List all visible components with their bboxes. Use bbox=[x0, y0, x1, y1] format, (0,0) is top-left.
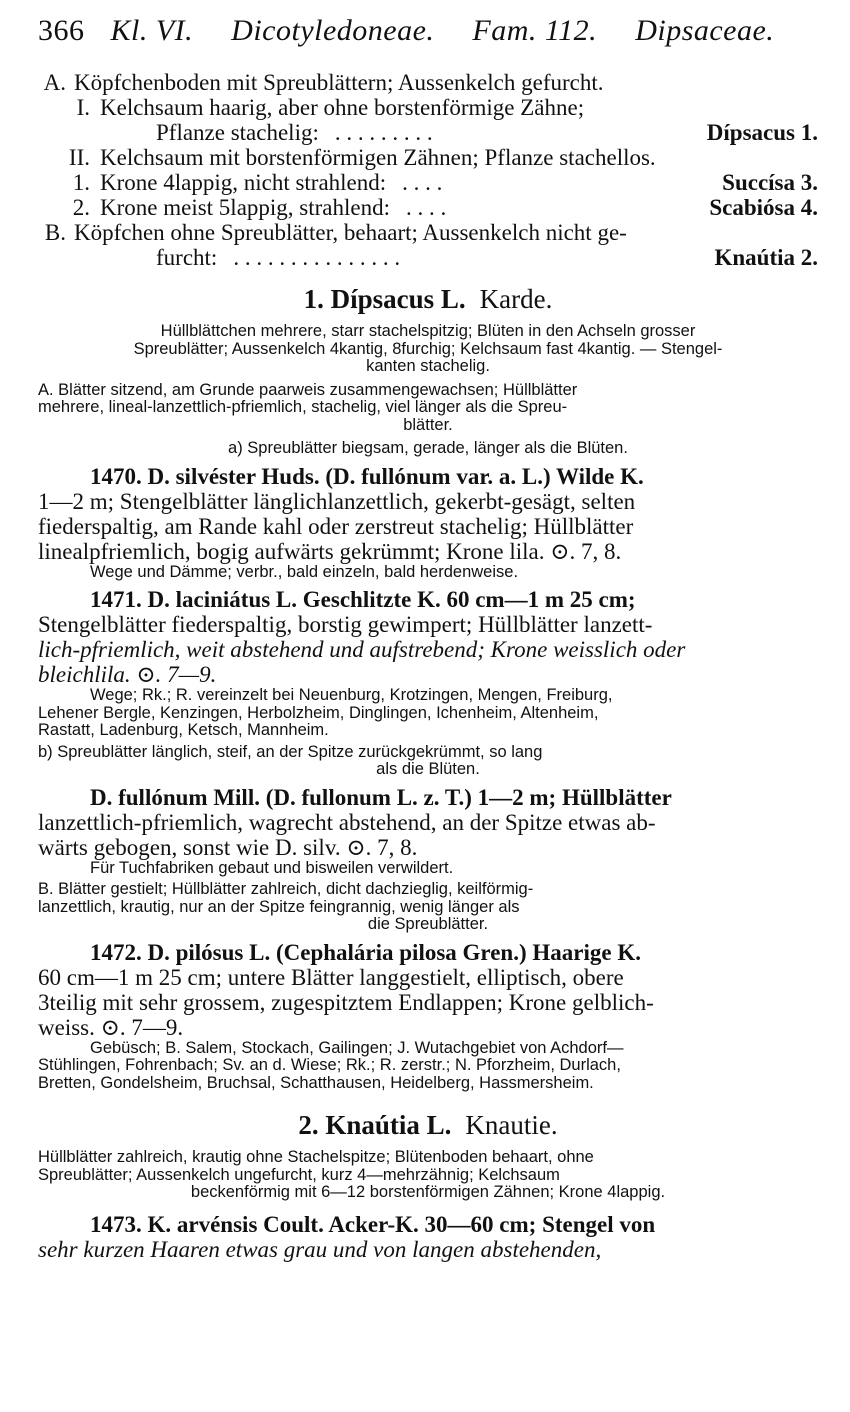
group-a-description bbox=[38, 382, 818, 435]
key-leader-dots: . . . . . . . . . . . . . . . bbox=[233, 245, 401, 270]
text-line: linealpfriemlich, bogig aufwärts gekrümmt; Krone lila. ⊙. 7, 8. bbox=[38, 538, 622, 564]
text-line: Lehener Bergle, Kenzingen, Herbolzheim, Dinglingen, Ichenheim, Altenheim, bbox=[38, 703, 599, 722]
genus-description bbox=[38, 323, 818, 376]
key-result: Knaútia 2. bbox=[714, 245, 818, 270]
key-leader-dots: . . . . bbox=[406, 195, 447, 220]
key-result: Succísa 3. bbox=[722, 170, 818, 195]
genus-title: 2. Knaútia L. bbox=[298, 1110, 452, 1140]
key-mark bbox=[38, 120, 90, 145]
genus-common-name: Knautie. bbox=[465, 1110, 558, 1140]
text-line: 1470. D. silvéster Huds. (D. fullónum var. a. L.) Wilde K. bbox=[90, 463, 644, 489]
genus-common-name: Karde. bbox=[479, 284, 553, 314]
text-line: b) Spreublätter länglich, steif, an der Spitze zurückgekrümmt, so lang bbox=[38, 742, 543, 761]
text-line: weiss. ⊙. 7—9. bbox=[38, 1014, 184, 1040]
text-line: Wege und Dämme; verbr., bald einzeln, bald herdenweise. bbox=[90, 562, 519, 581]
text-line: Stühlingen, Fohrenbach; Sv. an d. Wiese; Rk.; R. zerstr.; N. Pforzheim, Durlach, bbox=[38, 1056, 621, 1074]
key-row bbox=[38, 120, 818, 145]
header-family: Fam. 112. bbox=[472, 14, 598, 47]
key-text: Köpfchenboden mit Spreublättern; Aussenkelch gefurcht. bbox=[74, 70, 604, 95]
key-row bbox=[38, 245, 818, 270]
text-line: 1472. D. pilósus L. (Cephalária pilosa Gren.) Haarige K. bbox=[90, 939, 641, 965]
text-line: lanzettlich, krautig, nur an der Spitze feingrannig, wenig länger als bbox=[38, 897, 520, 916]
key-mark: II. bbox=[68, 145, 90, 170]
species-fullonum-locality bbox=[38, 860, 818, 878]
text-line: mehrere, lineal-lanzettlich-pfriemlich, stachelig, viel länger als die Spreu- bbox=[38, 398, 568, 416]
page-number: 366 bbox=[38, 14, 85, 47]
key-text: Kelchsaum mit borstenförmigen Zähnen; Pflanze stachellos. bbox=[100, 145, 656, 170]
text-line: 60 cm—1 m 25 cm; untere Blätter langgestielt, elliptisch, obere bbox=[38, 964, 624, 990]
text-line: 1471. D. laciniátus L. Geschlitzte K. 60 cm—1 m 25 cm; bbox=[90, 587, 636, 612]
genus-description bbox=[38, 1149, 818, 1202]
key-text: Krone meist 5lappig, strahlend: bbox=[100, 195, 390, 220]
header-group: Dicotyledoneae. bbox=[231, 14, 435, 47]
subgroup-a: a) Spreublätter biegsam, gerade, länger als die Blüten. bbox=[228, 439, 628, 457]
genus-title: 1. Dípsacus L. bbox=[303, 284, 466, 314]
key-mark: 2. bbox=[72, 195, 90, 220]
key-result: Dípsacus 1. bbox=[706, 120, 818, 145]
species-1471 bbox=[38, 587, 818, 687]
text-line: wärts gebogen, sonst wie D. silv. ⊙. 7, 8. bbox=[38, 834, 418, 860]
text-line: als die Blüten. bbox=[376, 760, 480, 778]
key-leader-dots: . . . . bbox=[402, 170, 443, 195]
running-header bbox=[38, 14, 818, 48]
species-1470 bbox=[38, 464, 818, 564]
text-line: blätter. bbox=[403, 415, 453, 434]
species-1470-locality bbox=[38, 564, 818, 582]
genus-heading-knautia bbox=[38, 1110, 818, 1141]
group-b-description bbox=[38, 881, 818, 934]
genus-heading-dipsacus bbox=[38, 284, 818, 315]
species-1472-locality bbox=[38, 1040, 818, 1093]
subgroup-b bbox=[38, 744, 818, 779]
species-1472 bbox=[38, 940, 818, 1040]
text-line: Spreublätter; Aussenkelch ungefurcht, kurz 4—mehrzähnig; Kelchsaum bbox=[38, 1165, 560, 1184]
key-row bbox=[38, 195, 818, 220]
identification-key bbox=[38, 70, 818, 270]
key-mark: B. bbox=[44, 220, 66, 245]
text-line: lanzettlich-pfriemlich, wagrecht abstehend, an der Spitze etwas ab- bbox=[38, 809, 656, 835]
book-page bbox=[38, 14, 818, 1262]
text-line: Hüllblätter zahlreich, krautig ohne Stachelspitze; Blütenboden behaart, ohne bbox=[38, 1148, 594, 1166]
text-line: kanten stachelig. bbox=[366, 357, 490, 375]
key-row bbox=[38, 220, 818, 245]
text-line: 3teilig mit sehr grossem, zugespitztem Endlappen; Krone gelblich- bbox=[38, 989, 654, 1015]
key-mark: A. bbox=[43, 70, 66, 95]
species-fullonum bbox=[38, 785, 818, 860]
key-leader-dots: . . . . . . . . . bbox=[334, 120, 433, 145]
text-line: B. Blätter gestielt; Hüllblätter zahlreich, dicht dachzieglig, keilförmig- bbox=[38, 880, 534, 898]
key-text: Pflanze stachelig: bbox=[156, 120, 319, 145]
key-mark bbox=[38, 245, 90, 270]
key-row bbox=[38, 145, 818, 170]
text-line: lich-pfriemlich, weit abstehend und aufstrebend; Krone weisslich oder bbox=[38, 637, 686, 662]
key-text: Kelchsaum haarig, aber ohne borstenförmige Zähne; bbox=[100, 95, 585, 120]
text-line: Für Tuchfabriken gebaut und bisweilen verwildert. bbox=[90, 858, 454, 877]
key-text: Köpfchen ohne Spreublätter, behaart; Aussenkelch nicht ge- bbox=[74, 220, 627, 245]
text-line: die Spreublätter. bbox=[367, 915, 489, 933]
key-text: furcht: bbox=[156, 245, 218, 270]
text-line: Spreublätter; Aussenkelch 4kantig, 8furchig; Kelchsaum fast 4kantig. — Stengel- bbox=[133, 339, 723, 358]
key-row bbox=[38, 70, 818, 95]
text-line: 1—2 m; Stengelblätter länglichlanzettlich, gekerbt-gesägt, selten bbox=[38, 488, 636, 514]
key-row bbox=[38, 95, 818, 120]
text-line: Stengelblätter fiederspaltig, borstig gewimpert; Hüllblätter lanzett- bbox=[38, 612, 653, 637]
species-1471-locality bbox=[38, 687, 818, 740]
header-class: Kl. VI. bbox=[110, 14, 194, 47]
text-line: D. fullónum Mill. (D. fullonum L. z. T.) 1—2 m; Hüllblätter bbox=[90, 784, 672, 810]
text-line: Rastatt, Ladenburg, Ketsch, Mannheim. bbox=[38, 721, 329, 739]
species-1473 bbox=[38, 1212, 818, 1262]
text-line: Wege; Rk.; R. vereinzelt bei Neuenburg, Krotzingen, Mengen, Freiburg, bbox=[90, 686, 613, 704]
text-line: fiederspaltig, am Rande kahl oder zerstreut stachelig; Hüllblätter bbox=[38, 513, 634, 539]
key-row bbox=[38, 170, 818, 195]
text-line: sehr kurzen Haaren etwas grau und von langen abstehenden, bbox=[38, 1236, 602, 1262]
text-line: bleichlila. ⊙. 7—9. bbox=[38, 662, 217, 687]
key-mark: I. bbox=[76, 95, 90, 120]
key-text: Krone 4lappig, nicht strahlend: bbox=[100, 170, 387, 195]
header-family-name: Dipsaceae. bbox=[635, 14, 775, 47]
text-line: Hüllblättchen mehrere, starr stachelspitzig; Blüten in den Achseln grosser bbox=[160, 322, 696, 340]
text-line: Bretten, Gondelsheim, Bruchsal, Schatthausen, Heidelberg, Hassmersheim. bbox=[38, 1073, 594, 1092]
text-line: 1473. K. arvénsis Coult. Acker-K. 30—60 cm; Stengel von bbox=[90, 1211, 656, 1237]
key-mark: 1. bbox=[72, 170, 90, 195]
text-line: Gebüsch; B. Salem, Stockach, Gailingen; J. Wutachgebiet von Achdorf— bbox=[90, 1038, 624, 1057]
key-result: Scabiósa 4. bbox=[709, 195, 818, 220]
text-line: A. Blätter sitzend, am Grunde paarweis zusammengewachsen; Hüllblätter bbox=[38, 380, 578, 399]
text-line: beckenförmig mit 6—12 borstenförmigen Zähnen; Krone 4lappig. bbox=[190, 1183, 666, 1201]
